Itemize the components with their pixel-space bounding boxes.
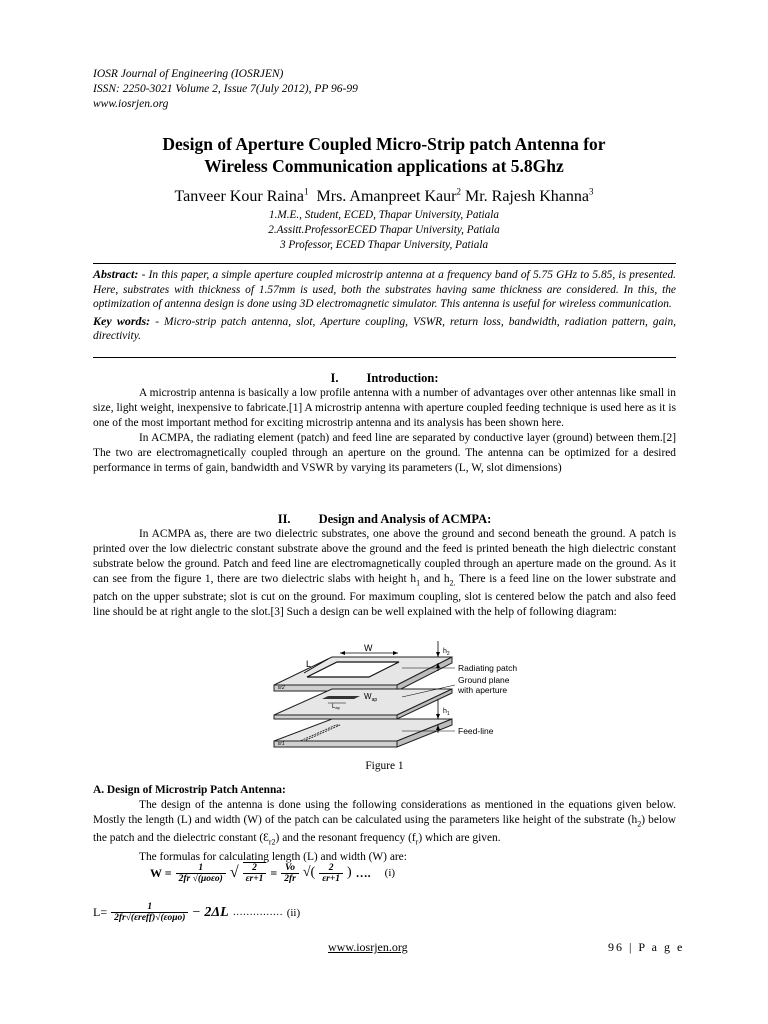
- figure-caption: Figure 1: [365, 760, 404, 772]
- journal-website[interactable]: www.iosrjen.org: [93, 98, 169, 110]
- patch-design-paragraph: The design of the antenna is done using the following considerations as mentioned in the equations given below. Mostly the length (L) and width (W) of the patch can be calculated using the parameters like height of the substrate $(h_2)$ below the patch and the dielectric constant $(Ɛ_{r2})$ and the resonant frequency $(f_r)$ which are given.: [93, 799, 677, 847]
- affiliations: [60, 208, 708, 253]
- section-1-body: [93, 386, 676, 476]
- keywords: Key words: - Micro-strip patch antenna, slot, Aperture coupling, VSWR, return loss, bandwidth, radiation pattern, gain, directivity.: [93, 313, 676, 342]
- radiating-patch-label: Radiating patch: [458, 663, 518, 673]
- affiliation-1: 1.M.E., Student, ECED, Thapar University, Patiala: [269, 209, 499, 221]
- eq1-frac-4: $\frac{2}{\varepsilon r+1}$: [319, 863, 343, 884]
- abstract-text: Abstract: - In this paper, a simple aperture coupled microstrip antenna at a frequency band of 5.75 GHz to 5.85, is presented. Here, substrates with thickness of 1.57mm is used, both the substrates having same thickness are considered. In this, the optimization of antenna design is done using 3D electromagnetic simulator. This antenna is useful for wireless communication.: [93, 267, 676, 310]
- affiliation-2: 2.Assitt.ProfessorECED Thapar University, Patiala: [268, 224, 500, 236]
- eq1-frac-1: $\frac{1}{\text{2fr √(μoεo)}}$: [176, 863, 226, 884]
- section-2-heading: II. Design and Analysis of ACMPA:: [277, 512, 492, 526]
- design-paragraph: In ACMPA as, there are two dielectric substrates, one above the ground and second beneath the ground. A patch is printed over the low dielectric constant substrate above the ground and the feed is printed beneath the high dielectric constant substrate below the ground. Patch and feed line are electromagnetically coupled through an aperture made on the ground. As it can see from the figure 1, there are two dielectric slabs with height $h_1$ and $h_{2.}$ There is a feed line on the lower substrate and patch on the upper substrate; slot is cut on the ground. For maximum coupling, slot is centered below the patch and also feed line should be at right angle to the slot.[3] Such a design can be well explained with the help of following diagram:: [93, 528, 676, 619]
- intro-paragraph-1: A microstrip antenna is basically a low profile antenna with a number of advantages over other antennas like small in size, light weight, inexpensive to fabricate.[1] A microstrip antenna with aperture coupled feeding technique is used here as it is one of the most important method for exciting microstrip antenna and its analysis has been shown here.: [93, 387, 676, 429]
- section-1-heading: I. Introduction:: [330, 371, 439, 385]
- abstract-block: [93, 267, 676, 344]
- h2-label: $h_2$: [443, 648, 450, 657]
- h1-label: $h_1$: [443, 708, 450, 717]
- abstract-top-rule: [93, 263, 676, 264]
- author-list: [60, 187, 708, 206]
- intro-paragraph-2: In ACMPA, the radiating element (patch) and feed line are separated by conductive layer (ground) between them.[2] The two are electromagnetically coupled through an aperture on the ground. The antenna can be optimized for a desired performance in terms of gain, bandwidth and VSWR by varying its parameters (L, W, slot dimensions): [93, 432, 676, 474]
- author-1: Tanveer Kour Raina$^1$: [174, 187, 309, 206]
- eq1-frac-2: $\frac{2}{\varepsilon r+1}$: [243, 862, 267, 884]
- eq2-number: (ii): [286, 906, 301, 919]
- title-line-2: Wireless Communication applications at 5.8Ghz: [204, 156, 564, 176]
- with-aperture-label: with aperture: [458, 685, 508, 695]
- equation-2: L= $\frac{1}{\text{2fr√(εreff)√(εoμo)}}$ − 2ΔL …………… (ii): [93, 902, 301, 923]
- aperture-slot: [322, 696, 360, 699]
- eq1-frac-3: $\frac{Vo}{2fr}$: [281, 863, 299, 884]
- title-line-1: Design of Aperture Coupled Micro-Strip patch Antenna for: [162, 134, 606, 154]
- subsection-a-body: [93, 798, 676, 865]
- lap-label: Lap: [332, 704, 340, 710]
- author-3: Mr. Rajesh Khanna$^3$: [464, 187, 594, 206]
- eq2-frac-1: $\frac{1}{\text{2fr√(εreff)√(εoμo)}}$: [111, 902, 188, 923]
- equation-1: W = $\frac{1}{\text{2fr √(μoεo)}}$ √ $\frac{2}{\varepsilon r+1}$ = $\frac{Vo}{2fr}$ √( $\frac{2}{\varepsilon r+1}$ ) …. (i): [150, 862, 396, 884]
- wap-label: $W_{ap}$: [364, 692, 378, 703]
- footer-website-link[interactable]: www.iosrjen.org: [328, 940, 408, 954]
- journal-name: IOSR Journal of Engineering (IOSRJEN): [93, 68, 284, 80]
- formula-intro: The formulas for calculating length (L) and width (W) are:: [139, 850, 407, 863]
- footer-page-number: 96 | P a g e: [608, 940, 685, 954]
- affiliation-3: 3 Professor, ECED Thapar University, Patiala: [279, 239, 489, 251]
- w-label: W: [364, 643, 373, 653]
- feed-line-label: Feed-line: [458, 726, 494, 736]
- section-2-body: [93, 527, 676, 620]
- author-2: Mrs. Amanpreet Kaur$^2$: [316, 187, 461, 206]
- journal-header: [93, 67, 358, 112]
- paper-title: [60, 133, 708, 177]
- er2-label: εr2: [278, 685, 285, 691]
- lower-substrate-edge: [274, 741, 397, 747]
- subsection-a-heading: A. Design of Microstrip Patch Antenna:: [93, 784, 286, 796]
- ground-plane-label: Ground plane: [458, 675, 510, 685]
- abstract-bottom-rule: [93, 357, 676, 358]
- er1-label: εr1: [278, 741, 285, 747]
- l-label: L: [306, 659, 312, 669]
- eq1-number: (i): [384, 867, 396, 879]
- figure-1-diagram: [252, 637, 542, 755]
- journal-issn: ISSN: 2250-3021 Volume 2, Issue 7(July 2012), PP 96-99: [93, 83, 358, 95]
- ground-plane-edge: [274, 715, 397, 719]
